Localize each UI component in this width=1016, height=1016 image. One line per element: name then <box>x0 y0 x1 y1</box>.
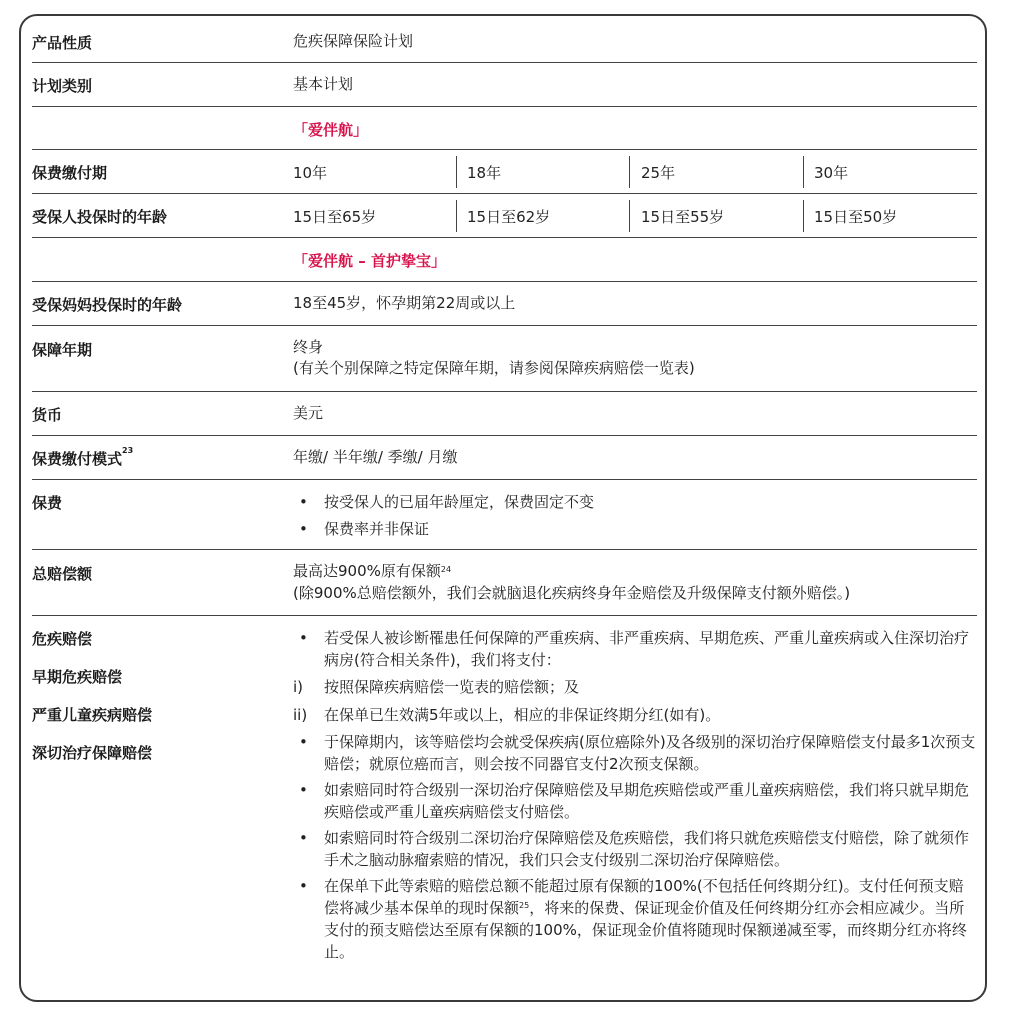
list-item: • 如索赔同时符合级别一深切治疗保障赔偿及早期危疾赔偿或严重儿童疾病赔偿，我们将只就早期危疾赔偿或严重儿童疾病赔偿支付赔偿。 <box>293 779 977 823</box>
divider <box>456 156 457 188</box>
list-item: • 按受保人的已届年龄厘定，保费固定不变 <box>293 489 973 516</box>
coverage-term-line1: 终身 <box>293 338 324 356</box>
issue-age-cell: 15日至65岁 <box>293 208 377 226</box>
product-label: 产品性质 <box>32 34 93 52</box>
mother-age-label: 受保妈妈投保时的年龄 <box>32 296 183 314</box>
payment-mode-value: 年缴/ 半年缴/ 季缴/ 月缴 <box>293 448 458 466</box>
total-benefit-line1: 最高达900%原有保额$^{24}$ <box>293 562 452 580</box>
coverage-term-line2: (有关个别保障之特定保障年期，请参阅保障疾病赔偿一览表) <box>293 359 695 377</box>
premium-term-cell: 10年 <box>293 164 328 182</box>
icu-benefit-label: 深切治疗保障赔偿 <box>32 744 153 762</box>
total-benefit-line2: (除900%总赔偿额外，我们会就脑退化疾病终身年金赔偿及升级保障支付额外赔偿。) <box>293 584 851 602</box>
row-issue-age <box>32 194 977 238</box>
sub-list-item: i) 按照保障疾病赔偿一览表的赔偿额；及 <box>293 678 580 696</box>
ci-benefit-list <box>293 627 977 963</box>
subheader-2: 「爱伴航 – 首护挚宝」 <box>293 252 446 270</box>
row-total-benefit <box>32 550 977 616</box>
issue-age-cell: 15日至55岁 <box>641 208 725 226</box>
premium-list <box>293 489 973 543</box>
list-item: • 于保障期内，该等赔偿均会就受保疾病(原位癌除外)及各级别的深切治疗保障赔偿支付最多1次预支赔偿；就原位癌而言，则会按不同器官支付2次预支保额。 <box>293 731 977 775</box>
footnote-ref: 25 <box>519 901 530 910</box>
currency-value: 美元 <box>293 404 324 422</box>
premium-term-cell: 18年 <box>467 164 502 182</box>
divider <box>803 156 804 188</box>
row-plan-type <box>32 63 977 107</box>
row-premium <box>32 480 977 550</box>
plan-type-value: 基本计划 <box>293 75 354 93</box>
issue-age-cell: 15日至50岁 <box>814 208 898 226</box>
sub-list-item: ii) 在保单已生效满5年或以上，相应的非保证终期分红(如有)。 <box>293 706 721 724</box>
ci-benefit-label: 危疾赔偿 <box>32 630 93 648</box>
row-subheader-1 <box>32 107 977 150</box>
plan-type-label: 计划类别 <box>32 77 93 95</box>
subheader-1: 「爱伴航」 <box>293 121 369 139</box>
divider <box>629 156 630 188</box>
row-ci-benefit <box>32 616 977 996</box>
coverage-term-label: 保障年期 <box>32 341 93 359</box>
early-ci-benefit-label: 早期危疾赔偿 <box>32 668 123 686</box>
issue-age-cell: 15日至62岁 <box>467 208 551 226</box>
row-product <box>32 22 977 63</box>
divider <box>456 200 457 232</box>
currency-label: 货币 <box>32 406 63 424</box>
row-currency <box>32 392 977 436</box>
mother-age-value: 18至45岁，怀孕期第22周或以上 <box>293 294 516 312</box>
row-subheader-2 <box>32 238 977 282</box>
premium-term-cell: 25年 <box>641 164 676 182</box>
issue-age-label: 受保人投保时的年龄 <box>32 208 168 226</box>
row-coverage-term <box>32 326 977 392</box>
list-item: • 保费率并非保证 <box>293 516 973 543</box>
premium-term-label: 保费缴付期 <box>32 164 108 182</box>
footnote-ref: 23 <box>122 446 134 455</box>
footnote-ref: 24 <box>440 565 452 574</box>
row-mother-age <box>32 282 977 326</box>
payment-mode-label: 保费缴付模式$^{23}$ <box>32 446 134 468</box>
list-item: • 如索赔同时符合级别二深切治疗保障赔偿及危疾赔偿，我们将只就危疾赔偿支付赔偿，除了就须作手术之脑动脉瘤索赔的情况，我们只会支付级别二深切治疗保障赔偿。 <box>293 827 977 871</box>
premium-term-cell: 30年 <box>814 164 849 182</box>
product-value: 危疾保障保险计划 <box>293 32 414 50</box>
list-item: • 若受保人被诊断罹患任何保障的严重疾病、非严重疾病、早期危疾、严重儿童疾病或入住深切治疗病房(符合相关条件)，我们将支付： <box>293 627 977 671</box>
divider <box>629 200 630 232</box>
list-item: • 在保单下此等索赔的赔偿总额不能超过原有保额的100%(不包括任何终期分红)。支付任何预支赔偿将减少基本保单的现时保额$^{25}$，将来的保费、保证现金价值及任何终期分红亦会相应减少。当所支付的预支赔偿达至原有保额的100%，保证现金价值将随现时保额递减至零，而终期分红亦将终止。 <box>293 875 977 963</box>
row-premium-term <box>32 150 977 194</box>
premium-label: 保费 <box>32 494 63 512</box>
row-payment-mode <box>32 436 977 480</box>
child-illness-benefit-label: 严重儿童疾病赔偿 <box>32 706 153 724</box>
total-benefit-label: 总赔偿额 <box>32 565 93 583</box>
divider <box>803 200 804 232</box>
